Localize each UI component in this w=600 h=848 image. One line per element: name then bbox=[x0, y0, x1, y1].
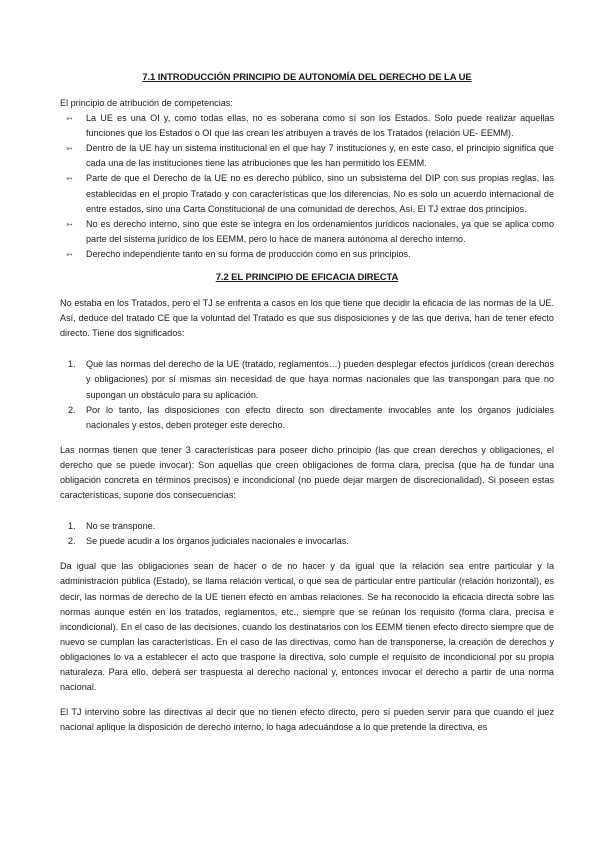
list-item: ➳ Dentro de la UE hay un sistema institucional en el que hay 7 instituciones y, en este caso, el principio significa que cada una de las instituciones tiene las atribuciones que les han permitido los EEMM. bbox=[66, 143, 554, 169]
document-page bbox=[60, 72, 554, 745]
body-paragraph: Las normas tienen que tener 3 características para poseer dicho principio (las que crean derechos y obligaciones, el derecho que se puede invocar): Son aquellas que creen obligaciones de forma clara, precisa (que ha de fundar una obligación concreta en términos precisos) e incondicional (no puede dejar margen de discrecionalidad). Si poseen estas características, supone dos consecuencias: bbox=[60, 444, 554, 501]
list-item: ➳ No es derecho interno, sino que este se integra en los ordenamientos jurídicos nacionales, ya que se aplica como parte del sistema jurídico de los EEMM, pero lo hace de manera autónoma al derecho interno. bbox=[66, 218, 554, 244]
arrow-bullet-icon: ➳ bbox=[66, 144, 73, 154]
body-paragraph: El TJ intervino sobre las directivas al decir que no tienen efecto directo, pero sí pueden servir para que cuando el juez nacional aplique la disposición de derecho interno, lo haga adecuándose a lo que pretende la directiva, es bbox=[60, 707, 554, 733]
numbered-list bbox=[60, 357, 554, 432]
arrow-bullet-icon: ➳ bbox=[66, 174, 73, 184]
numbered-list bbox=[60, 519, 554, 549]
bullet-list bbox=[60, 111, 554, 262]
body-paragraph: Da igual que las obligaciones sean de hacer o de no hacer y da igual que la relación sea entre particular y la administración pública (Estado), se llama relación vertical, o que sea de particular entre particular (relación horizontal), es decir, las normas de derecho de la UE tienen efecto en ambas relaciones. Se ha reconocido la eficacia directa sobre las normas aunque estén en los tratados, reglamentos, etc., siempre que se reúnan los requisito (forma clara, precisa e incondicional). En el caso de las decisiones, cuando los destinatarios con los EEMM tienen efecto directo siempre que de nuevo se cumplan las características. En el caso de las directivas, como han de transponerse, la creación de derechos y obligaciones lo va a establecer el acto que traspone la directiva, solo cumple el requisito de incondicional por su propia naturaleza. Para ello, deberá ser traspuesta al derecho nacional y, entonces invocar el derecho a partir de una norma nacional. bbox=[60, 561, 554, 693]
arrow-bullet-icon: ➳ bbox=[66, 249, 73, 259]
intro-paragraph: El principio de atribución de competencias: bbox=[60, 98, 233, 108]
section-heading-7-2: 7.2 EL PRINCIPIO DE EFICACIA DIRECTA bbox=[215, 272, 399, 284]
list-item: ➳ Derecho independiente tanto en su forma de producción como en sus principios. bbox=[86, 247, 554, 262]
list-item: 1. Que las normas del derecho de la UE (tratado, reglamentos…) pueden desplegar efectos jurídicos (crean derechos y obligaciones) por sí mismas sin necesidad de que haya normas nacionales que las transpongan para que no supongan un obstáculo para su aplicación. bbox=[68, 359, 554, 400]
list-item: 2. Se puede acudir a los órganos judiciales nacionales e invocarlas. bbox=[68, 536, 349, 547]
list-item: 2. Por lo tanto, las disposiciones con efecto directo son directamente invocables ante los órganos judiciales nacionales y estos, deben proteger este derecho. bbox=[68, 404, 554, 430]
body-paragraph: No estaba en los Tratados, pero el TJ se enfrenta a casos en los que tiene que decidir la eficacia de las normas de la UE. Así, deduce del tratado CE que la voluntad del Tratado es que sus disposiciones y de las que deriva, han de tener efecto directo. Tiene dos significados: bbox=[60, 298, 554, 339]
list-item: ➳ Parte de que el Derecho de la UE no es derecho público, sino un subsistema del DIP con sus propias reglas, las establecidas en el propio Tratado y con características que los diferencias. No es solo un acuerdo internacional de entre estados, sino una Carta Constitucional de una comunidad de derechos. Así, El TJ extrae dos principios. bbox=[66, 173, 554, 214]
arrow-bullet-icon: ➳ bbox=[66, 114, 73, 124]
list-item: 1. No se transpone. bbox=[68, 521, 156, 532]
list-item: ➳ La UE es una OI y, como todas ellas, no es soberana como sí son los Estados. Solo puede realizar aquellas funciones que los Estados o OI que las crean les atribuyen a través de los Tratados (relación UE- EEMM). bbox=[66, 113, 554, 139]
arrow-bullet-icon: ➳ bbox=[66, 219, 73, 229]
section-heading-7-1: 7.1 INTRODUCCIÓN PRINCIPIO DE AUTONOMÍA DEL DERECHO DE LA UE bbox=[142, 72, 472, 83]
